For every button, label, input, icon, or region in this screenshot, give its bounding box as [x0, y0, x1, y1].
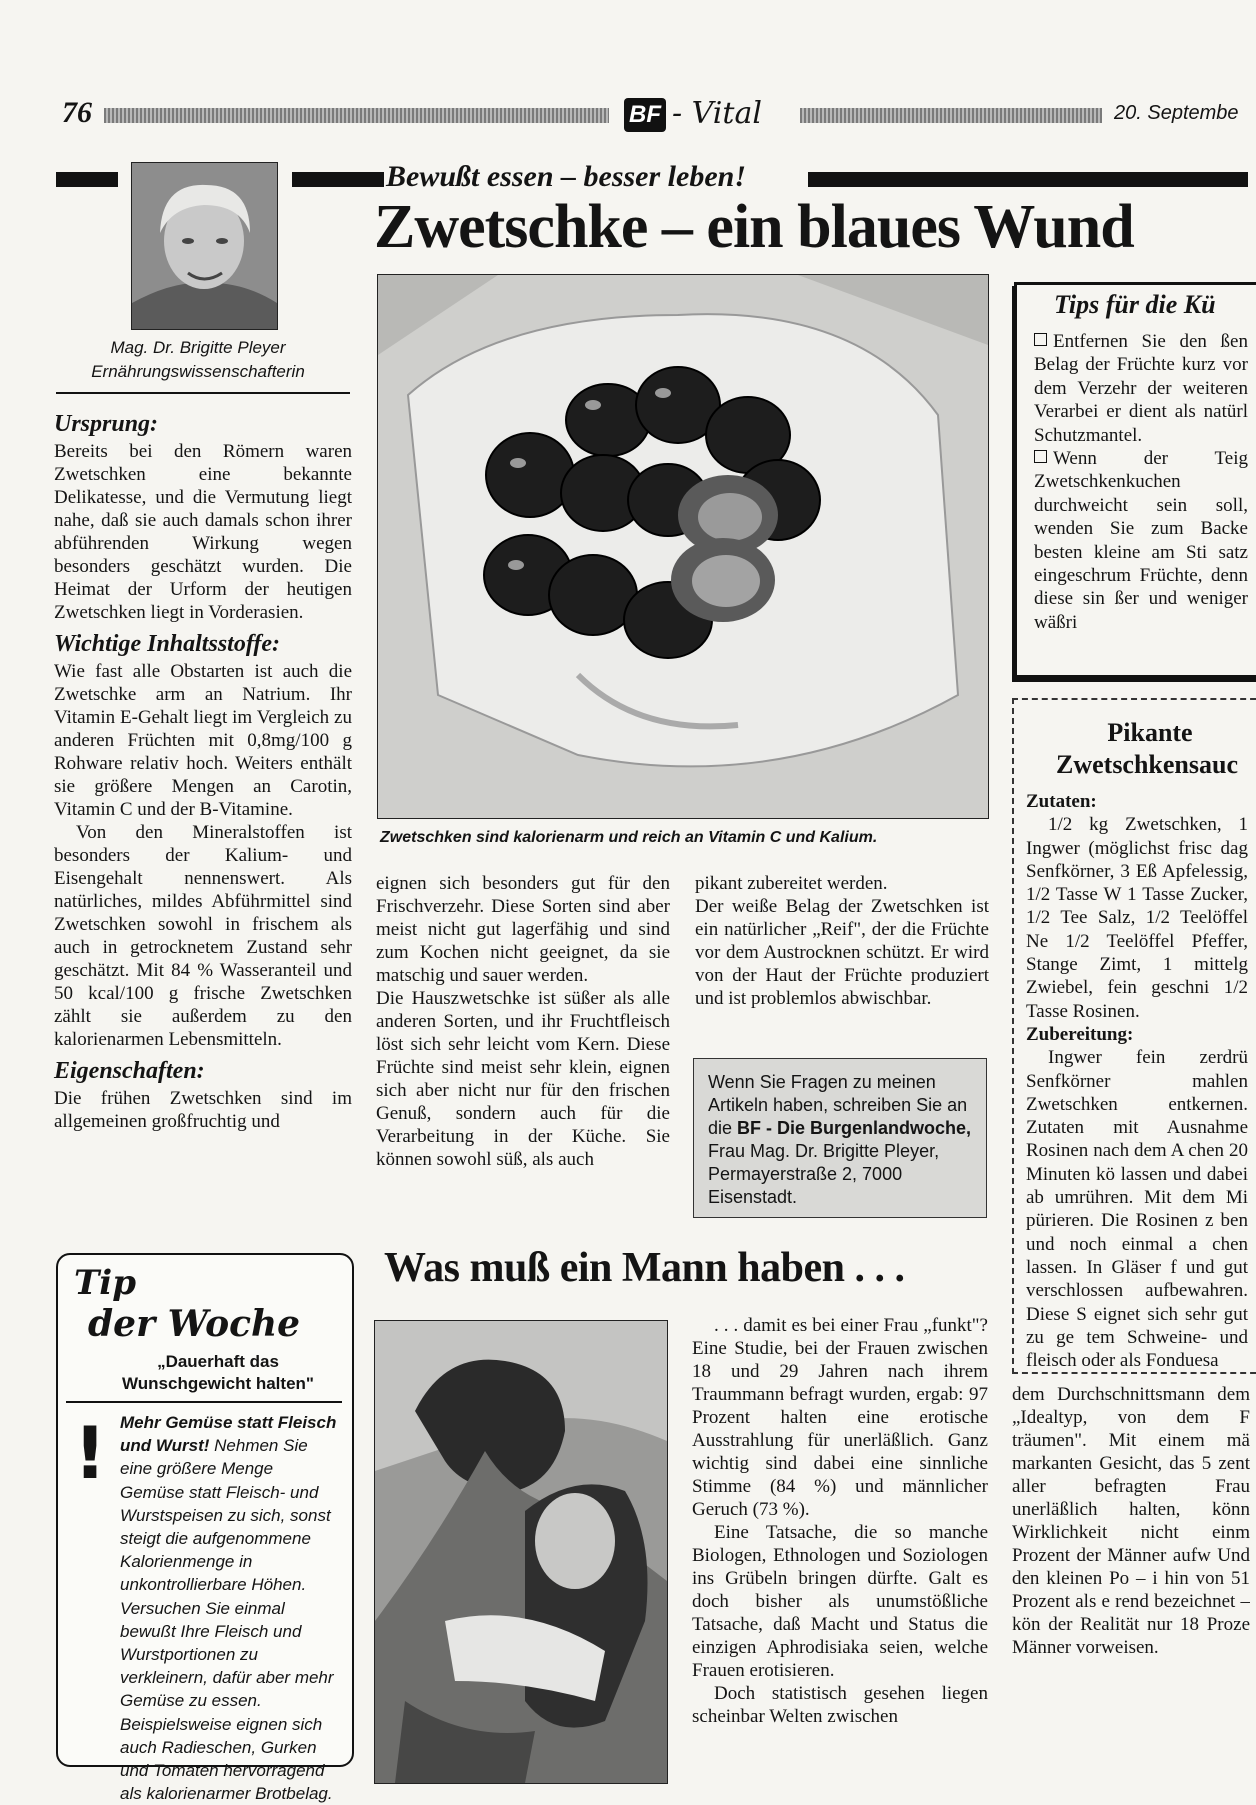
middle-paragraph-2: Die Hauszwetschke ist süßer als alle anderen Sorten, und ihr Fruchtfleisch löst sich sehr leicht vom Kern. Diese Früchte sind meist sehr klein, eignen sich aber nicht nur für den frischen Genuß, sondern auch für die Verarbeitung in der Küche. Sie können sowohl süß, als auch: [376, 988, 670, 1170]
left-subheading: Eigenschaften:: [54, 1058, 205, 1084]
left-paragraph: Von den Mineralstoffen ist besonders der Kalium- und Eisengehalt nennenswert. Als natürliches, mildes Abführmittel sind Zwetschken sowohl in frischem als auch in getrocknetem Zustand sehr geschätzt. Mit 84 % Wasseranteil und 50 kcal/100 g frische Zwetschken zählt sie außerdem zu den kalorienarmen Lebensmitteln.: [54, 822, 352, 1050]
tip-lead: Mehr Gemüse statt Fleisch und Wurst!: [120, 1413, 337, 1456]
exclamation-icon: !: [73, 1411, 107, 1495]
ingredients-label: Zutaten:: [1026, 791, 1097, 812]
tip-text: Nehmen Sie eine größere Menge Gemüse statt Fleisch- und Wurstspeisen zu sich, sonst steigt die aufgenommene Kalorienmenge in unkontrollierbare Höhen. Versuchen Sie einmal bewußt Ihre Fleisch und Wurstportionen zu verkleinern, dafür aber mehr Gemüse zu essen. Beispielsweise eignen sich auch Radieschen, Gurken und Tomaten hervorragend als kalorienarmer Brotbelag.: [120, 1436, 334, 1804]
second-paragraph-2: Eine Tatsache, die so manche Biologen, Ethnologen und Soziologen ins Grübeln bringen dürfte. Galt es doch bisher als unumstößliche Tatsache, daß Macht und Status die einzigen Aphrodisiaka seien, welche Frauen erotisieren.: [692, 1522, 988, 1681]
contact-publication: BF - Die Burgenlandwoche,: [737, 1118, 972, 1138]
kicker-rule-right: [808, 172, 1248, 187]
kitchen-tips-title: Tips für die Kü: [1054, 290, 1216, 319]
right-paragraph-2: Der weiße Belag der Zwetschken ist ein natürlicher „Reif", der die Früchte vor dem Austrocknen schützt. Er wird von der Haut der Früchte produziert und ist problemlos abwischbar.: [695, 896, 989, 1009]
contact-box: [693, 1058, 987, 1218]
author-name: Mag. Dr. Brigitte Pleyer: [110, 338, 286, 357]
author-rule-left: [56, 172, 118, 187]
right-paragraph-1: pikant zubereitet werden.: [695, 873, 888, 894]
header-rule-right: [800, 108, 1102, 123]
second-article-column-1: [692, 1314, 988, 1728]
headline: Zwetschke – ein blaues Wund: [374, 193, 1134, 261]
kitchen-tip-1-text: Entfernen Sie den ßen Belag der Früchte kurz vor dem Verzehr der weiteren Verarbei er dient als natürl Schutzmantel.: [1034, 331, 1248, 446]
left-paragraph: Die frühen Zwetschken sind im allgemeinen großfruchtig und: [54, 1088, 352, 1132]
couple-photo: [374, 1320, 668, 1784]
recipe-body: [1026, 790, 1248, 1372]
kicker: Bewußt essen – besser leben!: [386, 160, 746, 193]
tip-of-week-box: [56, 1253, 354, 1804]
tip-title-line1: Tip: [74, 1263, 136, 1303]
left-paragraph: Wie fast alle Obstarten ist auch die Zwetschke arm an Natrium. Ihr Vitamin E-Gehalt liegt im Vergleich zu anderen Früchten mit 0,8mg/100 g Rohware relativ hoch. Weiters enthält sie größere Mengen an Carotin, Vitamin C und der B-Vitamine.: [54, 661, 352, 820]
tip-title-line2: der Woche: [88, 1303, 301, 1345]
checkbox-icon: [1034, 333, 1047, 346]
left-column: [54, 404, 352, 1133]
kitchen-tips-list: [1034, 330, 1248, 634]
second-paragraph-1: . . . damit es bei einer Frau „funkt"? Eine Studie, bei der Frauen zwischen 18 und 29 Jahren nach ihrem Traummann befragt wurden, ergab: 97 Prozent halten eine erotische Ausstrahlung für unerläßlich. Ganz wichtig sind dabei eine sinnliche Stimme (84 %) und männlicher Geruch (73 %).: [692, 1315, 988, 1520]
kitchen-tip-2-text: Wenn der Teig Zwetschkenkuchen durchweicht sein soll, wenden Sie zum Backe besten kleine am Sti satz eingeschrum Früchte, denn diese sin ßer und weniger wäßri: [1034, 448, 1248, 633]
recipe-title-line1: Pikante: [1107, 718, 1193, 747]
tip-divider: [66, 1401, 342, 1403]
page-number: 76: [62, 96, 92, 129]
kitchen-tip-2: [1034, 447, 1248, 634]
left-subheading: Ursprung:: [54, 411, 159, 437]
preparation-text: Ingwer fein zerdrü Senfkörner mahlen Zwetschken entkernen. Zutaten mit Ausnahme Rosinen nach dem A chen 20 Minuten kö lassen und dabei ab umrühren. Mit dem Mi pürieren. Die Rosinen z ben und noch einmal a chen lassen. In Gläser f und gut verschlossen aufbewahren. Diese S eignet sich sehr gut zu ge tem Schweine- und fleisch oder als Fonduesa: [1026, 1047, 1248, 1372]
plums-photo: [377, 274, 989, 819]
tip-body: [120, 1411, 338, 1805]
second-article-column-2: [1012, 1383, 1250, 1791]
second-headline: Was muß ein Mann haben . . .: [384, 1245, 905, 1291]
kicker-rule-left: [292, 172, 384, 187]
header-rule-left: [104, 108, 609, 123]
recipe-title-line2: Zwetschkensauc: [1056, 750, 1239, 779]
contact-text-after: Frau Mag. Dr. Brigitte Pleyer, Permayerstraße 2, 7000 Eisenstadt.: [708, 1141, 940, 1207]
middle-column: [376, 872, 670, 1171]
contact-text-before: Wenn Sie Fragen zu meinen Artikeln haben, schreiben Sie an die: [708, 1072, 968, 1138]
middle-paragraph-1: eignen sich besonders gut für den Frischverzehr. Diese Sorten sind aber meist nicht gut lagerfähig und sind zum Kochen nicht geeignet, da sie matschig und sauer werden.: [376, 873, 670, 986]
kitchen-tip-1: [1034, 330, 1248, 447]
photo-caption: Zwetschken sind kalorienarm und reich an Vitamin C und Kalium.: [380, 829, 878, 846]
author-title: Ernährungswissenschafterin: [91, 362, 305, 381]
issue-date: 20. Septembe: [1114, 102, 1239, 124]
author-divider: [56, 392, 350, 394]
preparation-label: Zubereitung:: [1026, 1023, 1134, 1045]
section-name: - Vital: [672, 96, 762, 131]
right-column: [695, 872, 989, 1010]
ingredients-text: 1/2 kg Zwetschken, 1 Ingwer (möglichst frisc dag Senfkörner, 3 Eß Apfelessig, 1/2 Tasse W 1 Tasse Zucker, 1/2 Tee Salz, 1/2 Teelöffel Ne 1/2 Teelöffel Pfeffer, Stange Zimt, 1 mittelg Zwiebel, fein geschni 1/2 Tasse Rosinen.: [1026, 814, 1248, 1022]
checkbox-icon: [1034, 450, 1047, 463]
author-photo: [131, 162, 278, 330]
left-subheading: Wichtige Inhaltsstoffe:: [54, 631, 281, 657]
second-column-2-text: dem Durchschnittsmann dem „Idealtyp, von dem F träumen". Mit einem mä markanten Gesicht, das 5 zent aller befragten Frau unerläßlich halten, könn Wirklichkeit nicht einm Prozent der Männer aufw Und den kleinen Po – i hin von 51 Prozent als e rend bezeichnet – kön der Realität nur 18 Proze Männer vorweisen.: [1012, 1384, 1250, 1658]
tip-subtitle: „Dauerhaft das Wunschgewicht halten": [122, 1352, 314, 1393]
second-paragraph-3: Doch statistisch gesehen liegen scheinbar Welten zwischen: [692, 1683, 988, 1727]
left-paragraph: Bereits bei den Römern waren Zwetschken eine bekannte Delikatesse, und die Vermutung liegt nahe, daß sie auch damals schon ihrer abführenden Wirkung wegen besonders geschätzt wurden. Die Heimat der Urform der heutigen Zwetschken liegt in Vorderasien.: [54, 441, 352, 623]
bf-logo: BF: [624, 98, 666, 132]
